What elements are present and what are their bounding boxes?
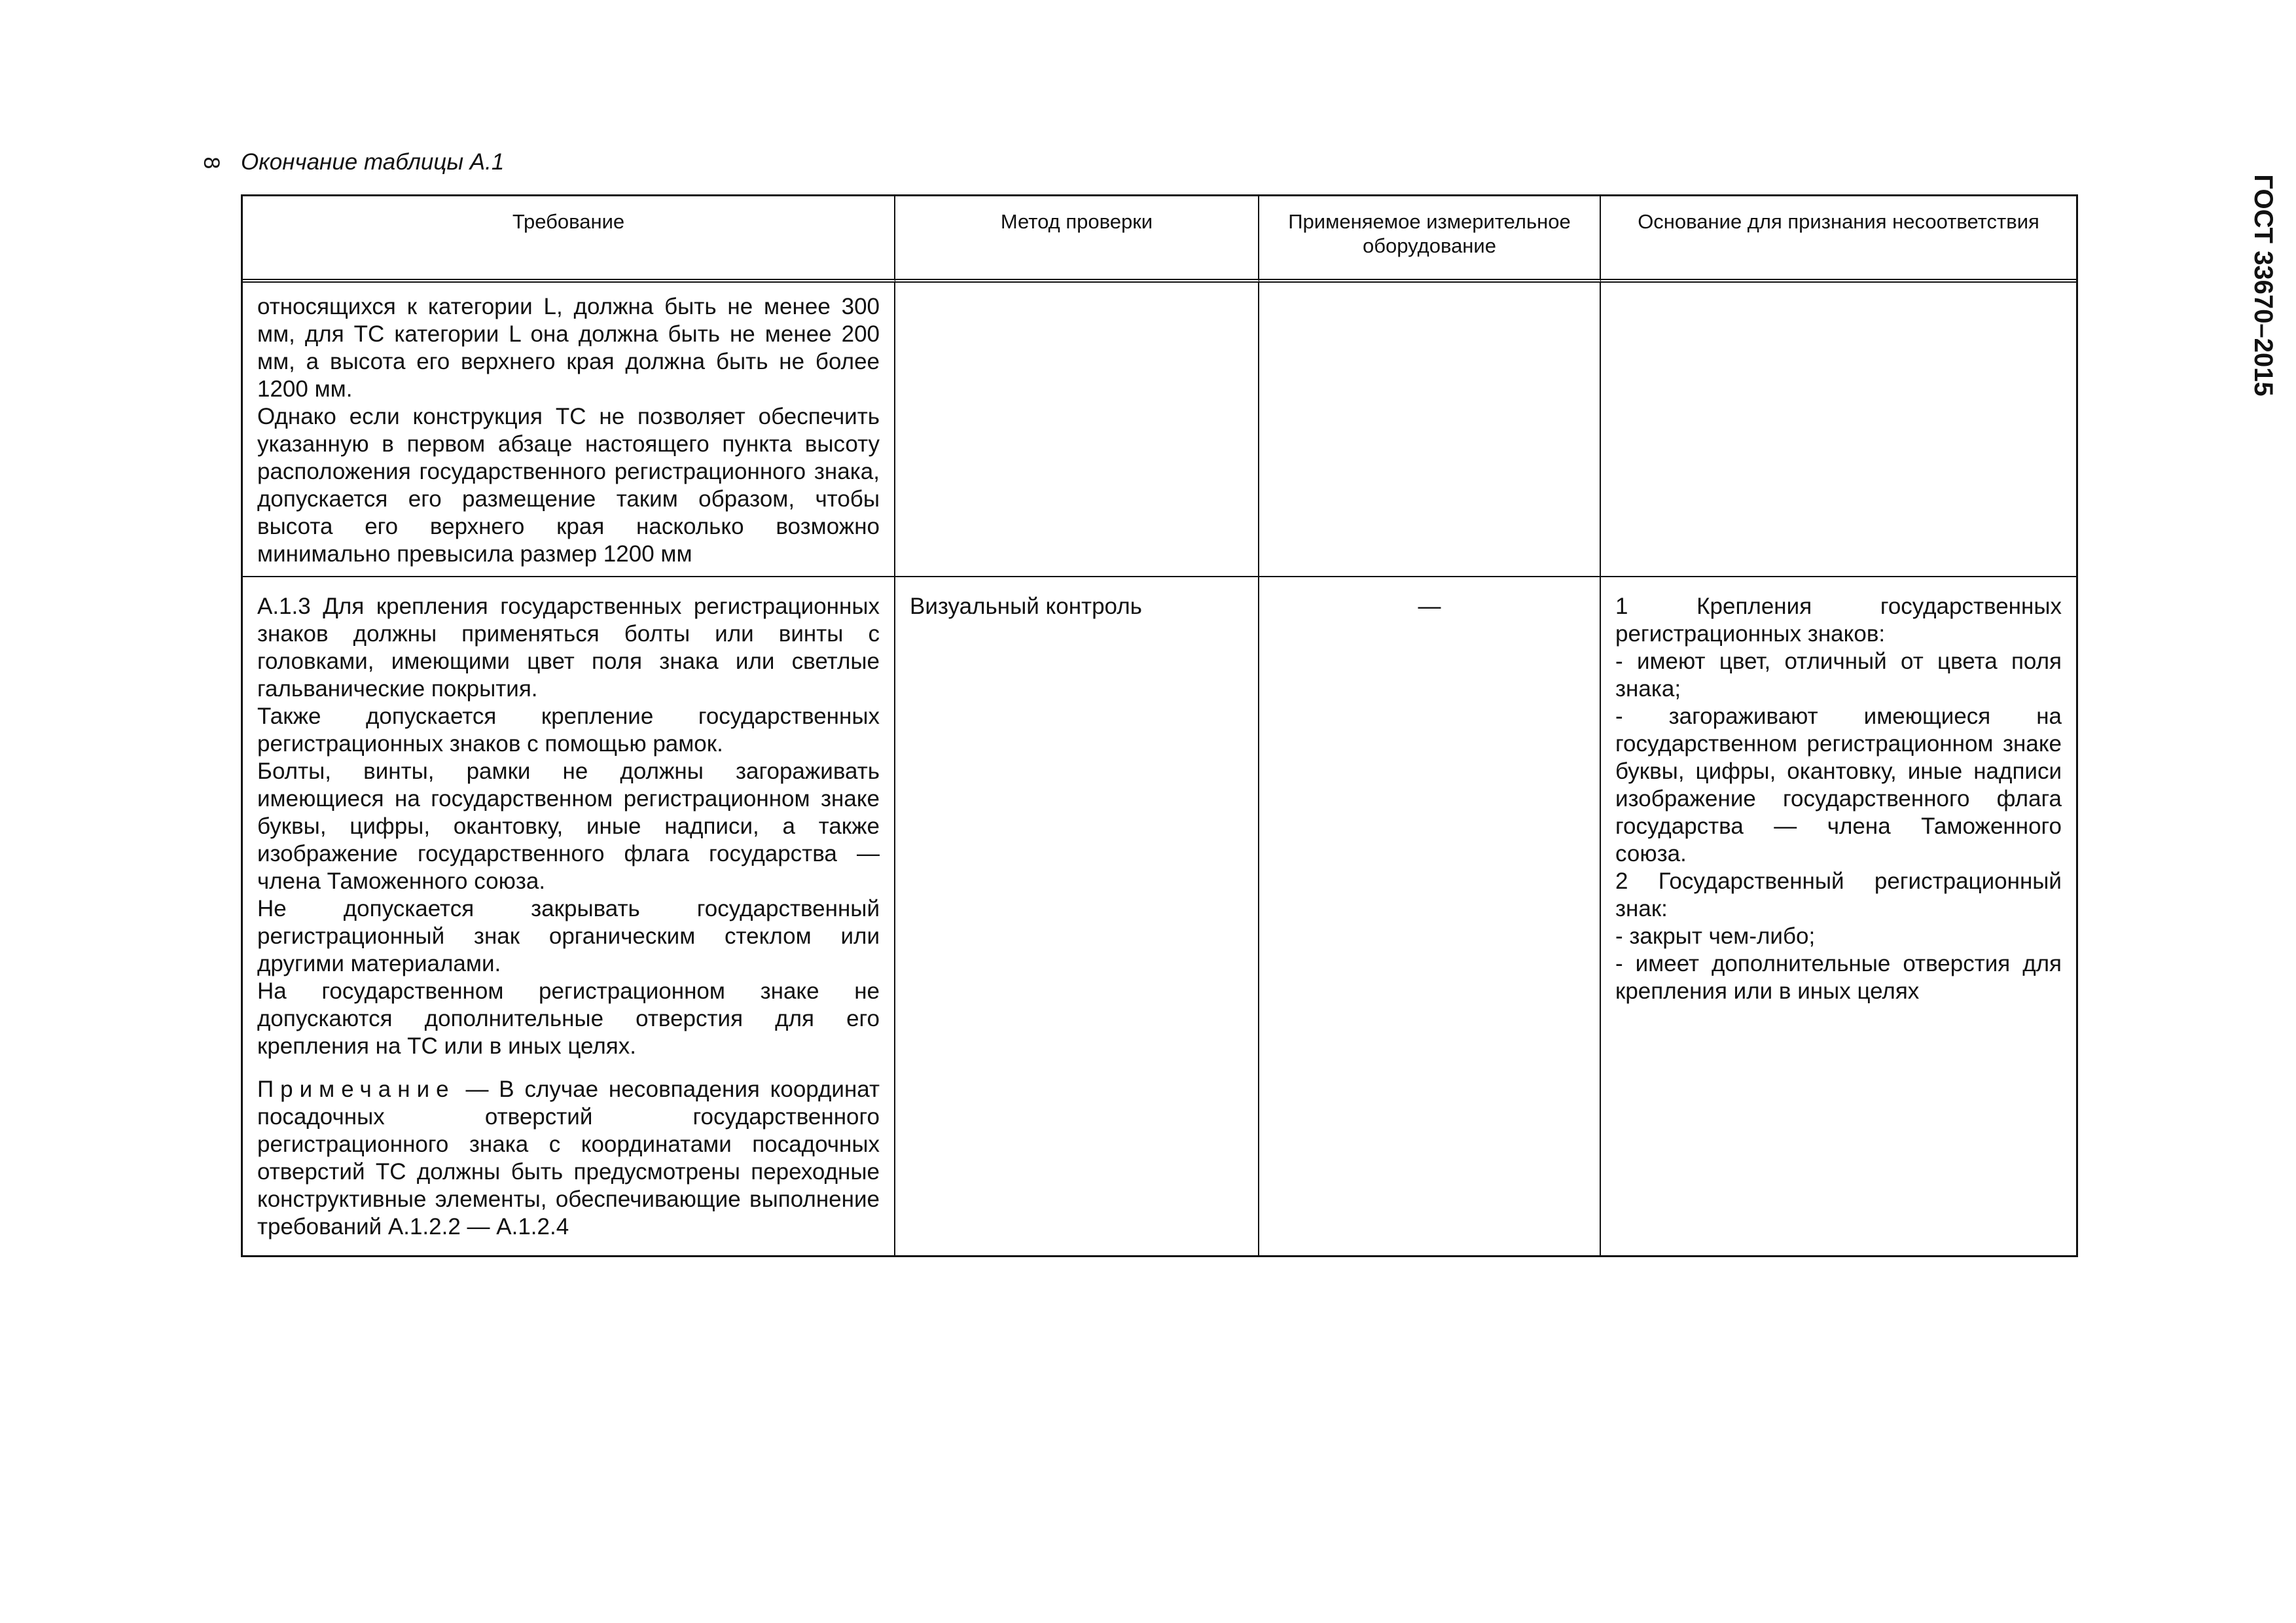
table-header-row xyxy=(243,196,2076,283)
requirement-paragraph: Не допускается закрывать государственный регистрационный знак органическим стеклом или другими материалами. xyxy=(257,896,880,976)
requirement-paragraph: Болты, винты, рамки не должны загораживать имеющиеся на государственном регистрационном знаке буквы, цифры, окантовку, иные надписи, а также изображение государственного флага государства — члена Таможенного союза. xyxy=(257,758,880,894)
equipment-cell xyxy=(1259,283,1601,577)
table-row xyxy=(243,283,2076,577)
basis-line: 2 Государственный регистрационный знак: xyxy=(1615,868,2062,921)
requirements-table-container xyxy=(241,194,2074,1257)
note-text: — В случае несовпадения координат посадочных отверстий государственного регистрационного знака с координатами посадочных отверстий ТС должны быть предусмотрены переходные конструктивные элементы, обеспечивающие выполнение требований А.1.2.2 — А.1.2.4 xyxy=(257,1077,880,1240)
basis-cell xyxy=(1601,577,2076,1255)
requirement-paragraph: Однако если конструкция ТС не позволяет обеспечить указанную в первом абзаце настоящего пункта высоту расположения государственного регистрационного знака, допускается его размещение таким образом, чтобы высота его верхнего края насколько возможно минимально превысила размер 1200 мм xyxy=(257,404,880,567)
requirements-table xyxy=(241,194,2078,1257)
page-number: 8 xyxy=(199,156,224,169)
requirement-paragraph: На государственном регистрационном знаке не допускаются дополнительные отверстия для его крепления на ТС или в иных целях. xyxy=(257,978,880,1059)
requirement-note xyxy=(257,1076,880,1241)
column-header-requirement: Требование xyxy=(243,196,895,283)
equipment-cell: — xyxy=(1259,577,1601,1255)
method-cell: Визуальный контроль xyxy=(895,577,1259,1255)
requirement-cell xyxy=(243,577,895,1255)
column-header-method: Метод проверки xyxy=(895,196,1259,283)
requirement-paragraph: относящихся к категории L, должна быть не менее 300 мм, для ТС категории L она должна быть не менее 200 мм, а высота его верхнего края должна быть не более 1200 мм. xyxy=(257,294,880,402)
basis-line: - имеет дополнительные отверстия для крепления или в иных целях xyxy=(1615,951,2062,1004)
column-header-basis: Основание для признания несоответствия xyxy=(1601,196,2076,283)
requirement-paragraph: Также допускается крепление государственных регистрационных знаков с помощью рамок. xyxy=(257,704,880,757)
column-header-equipment: Применяемое измерительное оборудование xyxy=(1259,196,1601,283)
basis-line: - имеют цвет, отличный от цвета поля знака; xyxy=(1615,649,2062,702)
basis-cell xyxy=(1601,283,2076,577)
table-row xyxy=(243,577,2076,1255)
document-code: ГОСТ 33670–2015 xyxy=(2249,174,2278,397)
note-label: Примечание xyxy=(257,1077,456,1102)
method-cell xyxy=(895,283,1259,577)
basis-line: - загораживают имеющиеся на государственном регистрационном знаке буквы, цифры, окантовку, иные надписи изображение государственного флага государства — члена Таможенного союза. xyxy=(1615,704,2062,866)
basis-line: - закрыт чем-либо; xyxy=(1615,923,1816,949)
requirement-cell xyxy=(243,283,895,577)
table-caption: Окончание таблицы А.1 xyxy=(241,149,505,175)
requirement-paragraph: А.1.3 Для крепления государственных регистрационных знаков должны применяться болты или винты с головками, имеющими цвет поля знака или светлые гальванические покрытия. xyxy=(257,594,880,702)
basis-line: 1 Крепления государственных регистрационных знаков: xyxy=(1615,594,2062,647)
